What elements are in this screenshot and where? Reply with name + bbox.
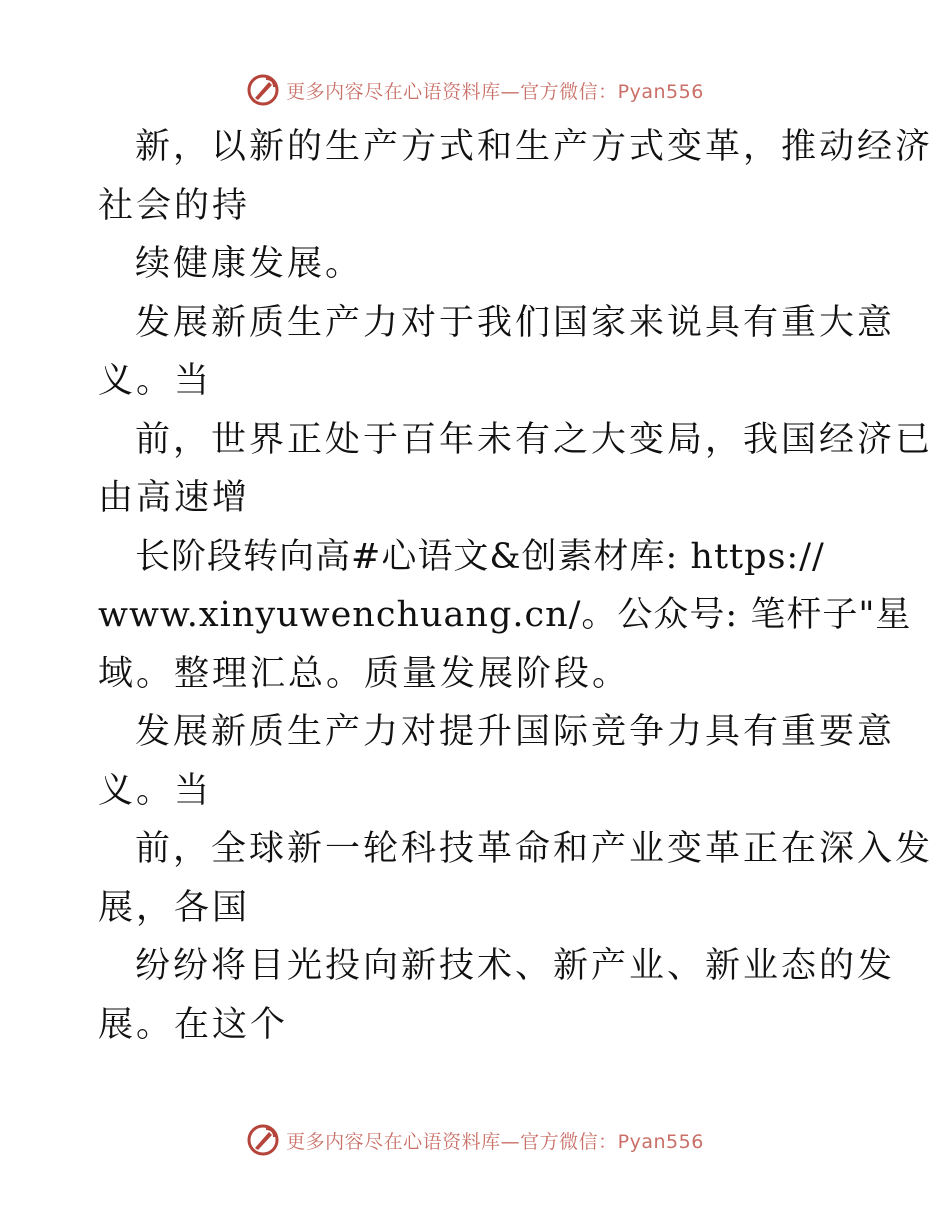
body-line: 续健康发展。 bbox=[135, 244, 364, 284]
body-line: 义。当 bbox=[98, 361, 213, 401]
body-line: 前，世界正处于百年未有之大变局，我国经济已 bbox=[135, 419, 934, 460]
footer-banner-text: 更多内容尽在心语资料库—官方微信：Pyan556 bbox=[286, 1130, 704, 1153]
body-line: 发展新质生产力对提升国际竞争力具有重要意 bbox=[135, 712, 896, 752]
body-line: 展，各国 bbox=[98, 887, 251, 928]
body-line: 义。当 bbox=[98, 770, 213, 811]
body-line: 纷纷将目光投向新技术、新产业、新业态的发 bbox=[135, 946, 896, 986]
body-line: www.xinyuwenchuang.cn/。公众号: 笔杆子"星 bbox=[98, 595, 912, 635]
quill-logo-icon bbox=[246, 1123, 280, 1157]
body-line: 新，以新的生产方式和生产方式变革，推动经济 bbox=[135, 127, 934, 167]
header-banner-text: 更多内容尽在心语资料库—官方微信：Pyan556 bbox=[286, 80, 704, 103]
footer-banner bbox=[0, 1120, 950, 1160]
body-line: 域。整理汇总。质量发展阶段。 bbox=[98, 653, 631, 694]
body-line: 展。在这个 bbox=[98, 1004, 289, 1045]
header-banner bbox=[0, 70, 950, 110]
body-line: 发展新质生产力对于我们国家来说具有重大意 bbox=[135, 302, 896, 343]
body-line: 前，全球新一轮科技革命和产业变革正在深入发 bbox=[135, 829, 934, 869]
body-line: 长阶段转向高#心语文&创素材库: https:// bbox=[135, 536, 825, 577]
body-line: 由高速增 bbox=[98, 478, 251, 518]
document-body bbox=[98, 118, 934, 1054]
body-line: 社会的持 bbox=[98, 185, 251, 226]
quill-logo-icon bbox=[246, 73, 280, 107]
